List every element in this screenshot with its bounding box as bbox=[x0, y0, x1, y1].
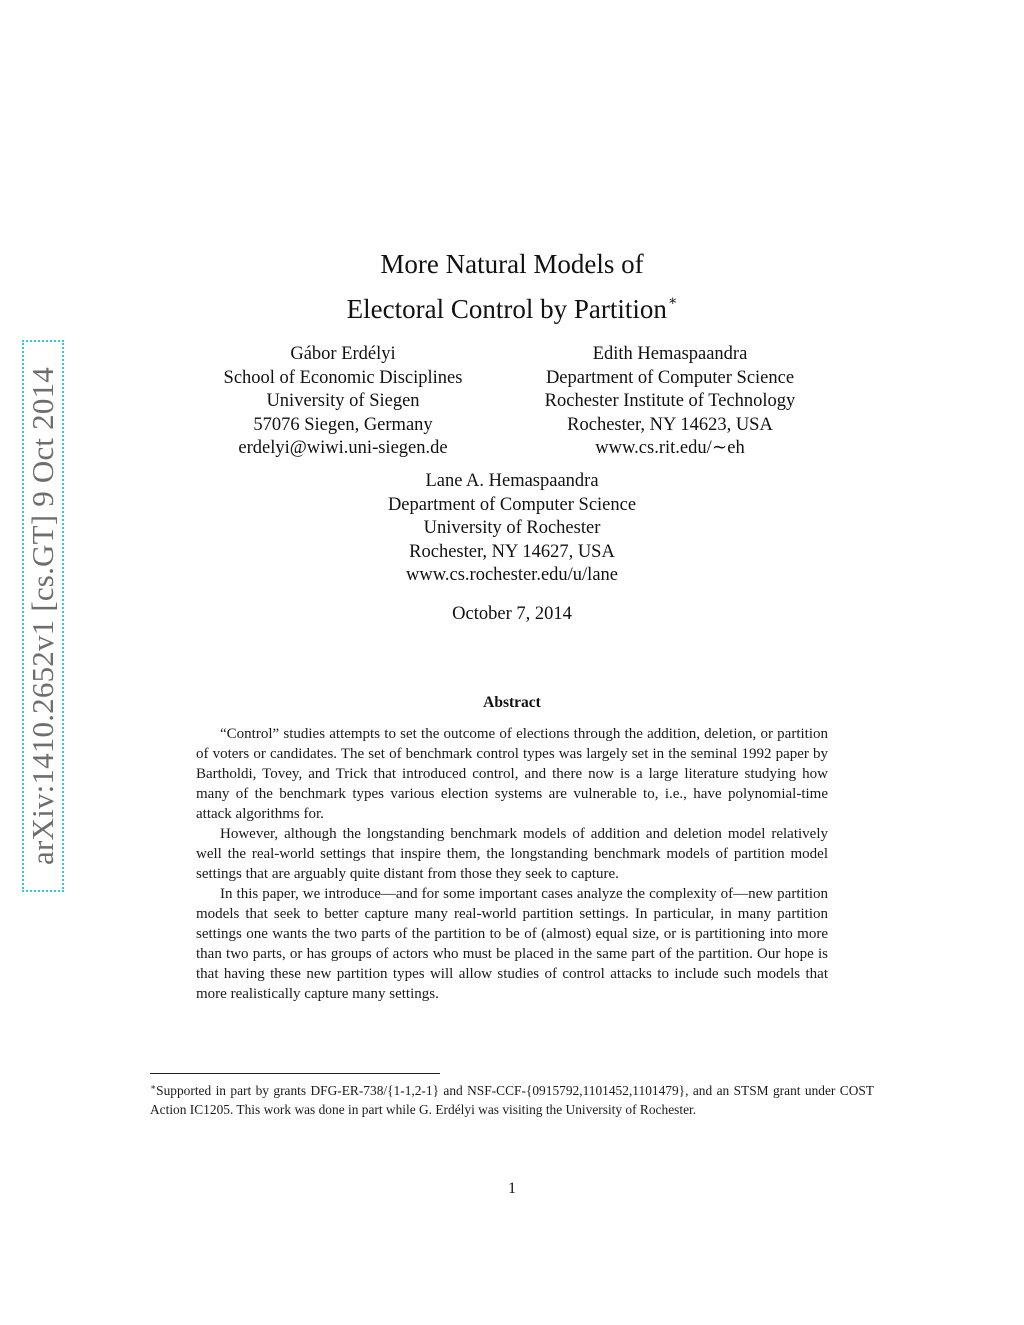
abstract-paragraph-1: “Control” studies attempts to set the outcome of elections through the addition, deletion, or partition of voters or candidates. The set of benchmark control types was largely set in the seminal 1992 paper by Bartholdi, Tovey, and Trick that introduced control, and there now is a large literature studying how many of the benchmark types various election systems are vulnerable to, i.e., have polynomial-time attack algorithms for. bbox=[196, 726, 828, 822]
paper-date: October 7, 2014 bbox=[452, 604, 572, 624]
footnote-mark: ∗ bbox=[150, 1082, 157, 1092]
author-name: Lane A. Hemaspaandra bbox=[425, 471, 599, 491]
author-block-1 bbox=[190, 343, 496, 461]
arxiv-identifier: arXiv:1410.2652v1 [cs.GT] 9 Oct 2014 bbox=[25, 367, 60, 865]
footnote-text: Supported in part by grants DFG-ER-738/{1-1,2-1} and NSF-CCF-{0915792,1101452,1101479}, and an STSM grant under COST Action IC1205. This work was done in part while G. Erdélyi was visiting the University of Rochester. bbox=[150, 1083, 874, 1117]
author-affiliation: School of Economic Disciplines bbox=[223, 367, 463, 388]
title-line-2 bbox=[212, 283, 812, 328]
footnote bbox=[150, 1078, 874, 1119]
author-affiliation: Department of Computer Science bbox=[545, 367, 795, 388]
author-institution: Rochester Institute of Technology bbox=[544, 391, 796, 411]
abstract-paragraph-3: In this paper, we introduce—and for some important cases analyze the complexity of—new partition models that seek to better capture many real-world partition settings. In particular, in many partition settings one wants the two parts of the partition to be of (almost) equal size, or is partitioning into more than two parts, or has groups of actors who must be placed in the same part of the partition. Our hope is that having these new partition types will allow studies of control attacks to include such models that more realistically capture many settings. bbox=[196, 886, 828, 1002]
author-address: 57076 Siegen, Germany bbox=[253, 414, 433, 435]
author-affiliation: Department of Computer Science bbox=[387, 494, 637, 515]
page-number: 1 bbox=[508, 1180, 516, 1197]
author-block-3 bbox=[312, 470, 712, 588]
arxiv-stamp bbox=[22, 340, 64, 892]
author-homepage-link[interactable]: www.cs.rit.edu/∼eh bbox=[595, 438, 745, 458]
author-institution: University of Siegen bbox=[266, 391, 420, 411]
author-institution: University of Rochester bbox=[423, 518, 601, 538]
abstract-body bbox=[196, 724, 828, 1004]
paper-title bbox=[212, 246, 812, 328]
author-address: Rochester, NY 14627, USA bbox=[409, 541, 615, 562]
title-line-2-text: Electoral Control by Partition bbox=[346, 294, 667, 324]
author-name: Gábor Erdélyi bbox=[290, 344, 396, 364]
title-footnote-mark: ∗ bbox=[667, 294, 678, 309]
author-email[interactable]: erdelyi@wiwi.uni-siegen.de bbox=[238, 438, 448, 458]
title-line-1: More Natural Models of bbox=[380, 249, 644, 279]
author-homepage-link[interactable]: www.cs.rochester.edu/u/lane bbox=[406, 565, 618, 585]
author-name: Edith Hemaspaandra bbox=[592, 344, 748, 364]
footnote-divider bbox=[150, 1073, 440, 1074]
abstract-paragraph-2: However, although the longstanding benchmark models of addition and deletion model relatively well the real-world settings that inspire them, the longstanding benchmark models of partition model settings that are arguably quite distant from those they seek to capture. bbox=[196, 826, 828, 882]
author-address: Rochester, NY 14623, USA bbox=[567, 414, 773, 435]
abstract-heading: Abstract bbox=[483, 694, 541, 711]
author-block-2 bbox=[512, 343, 828, 461]
